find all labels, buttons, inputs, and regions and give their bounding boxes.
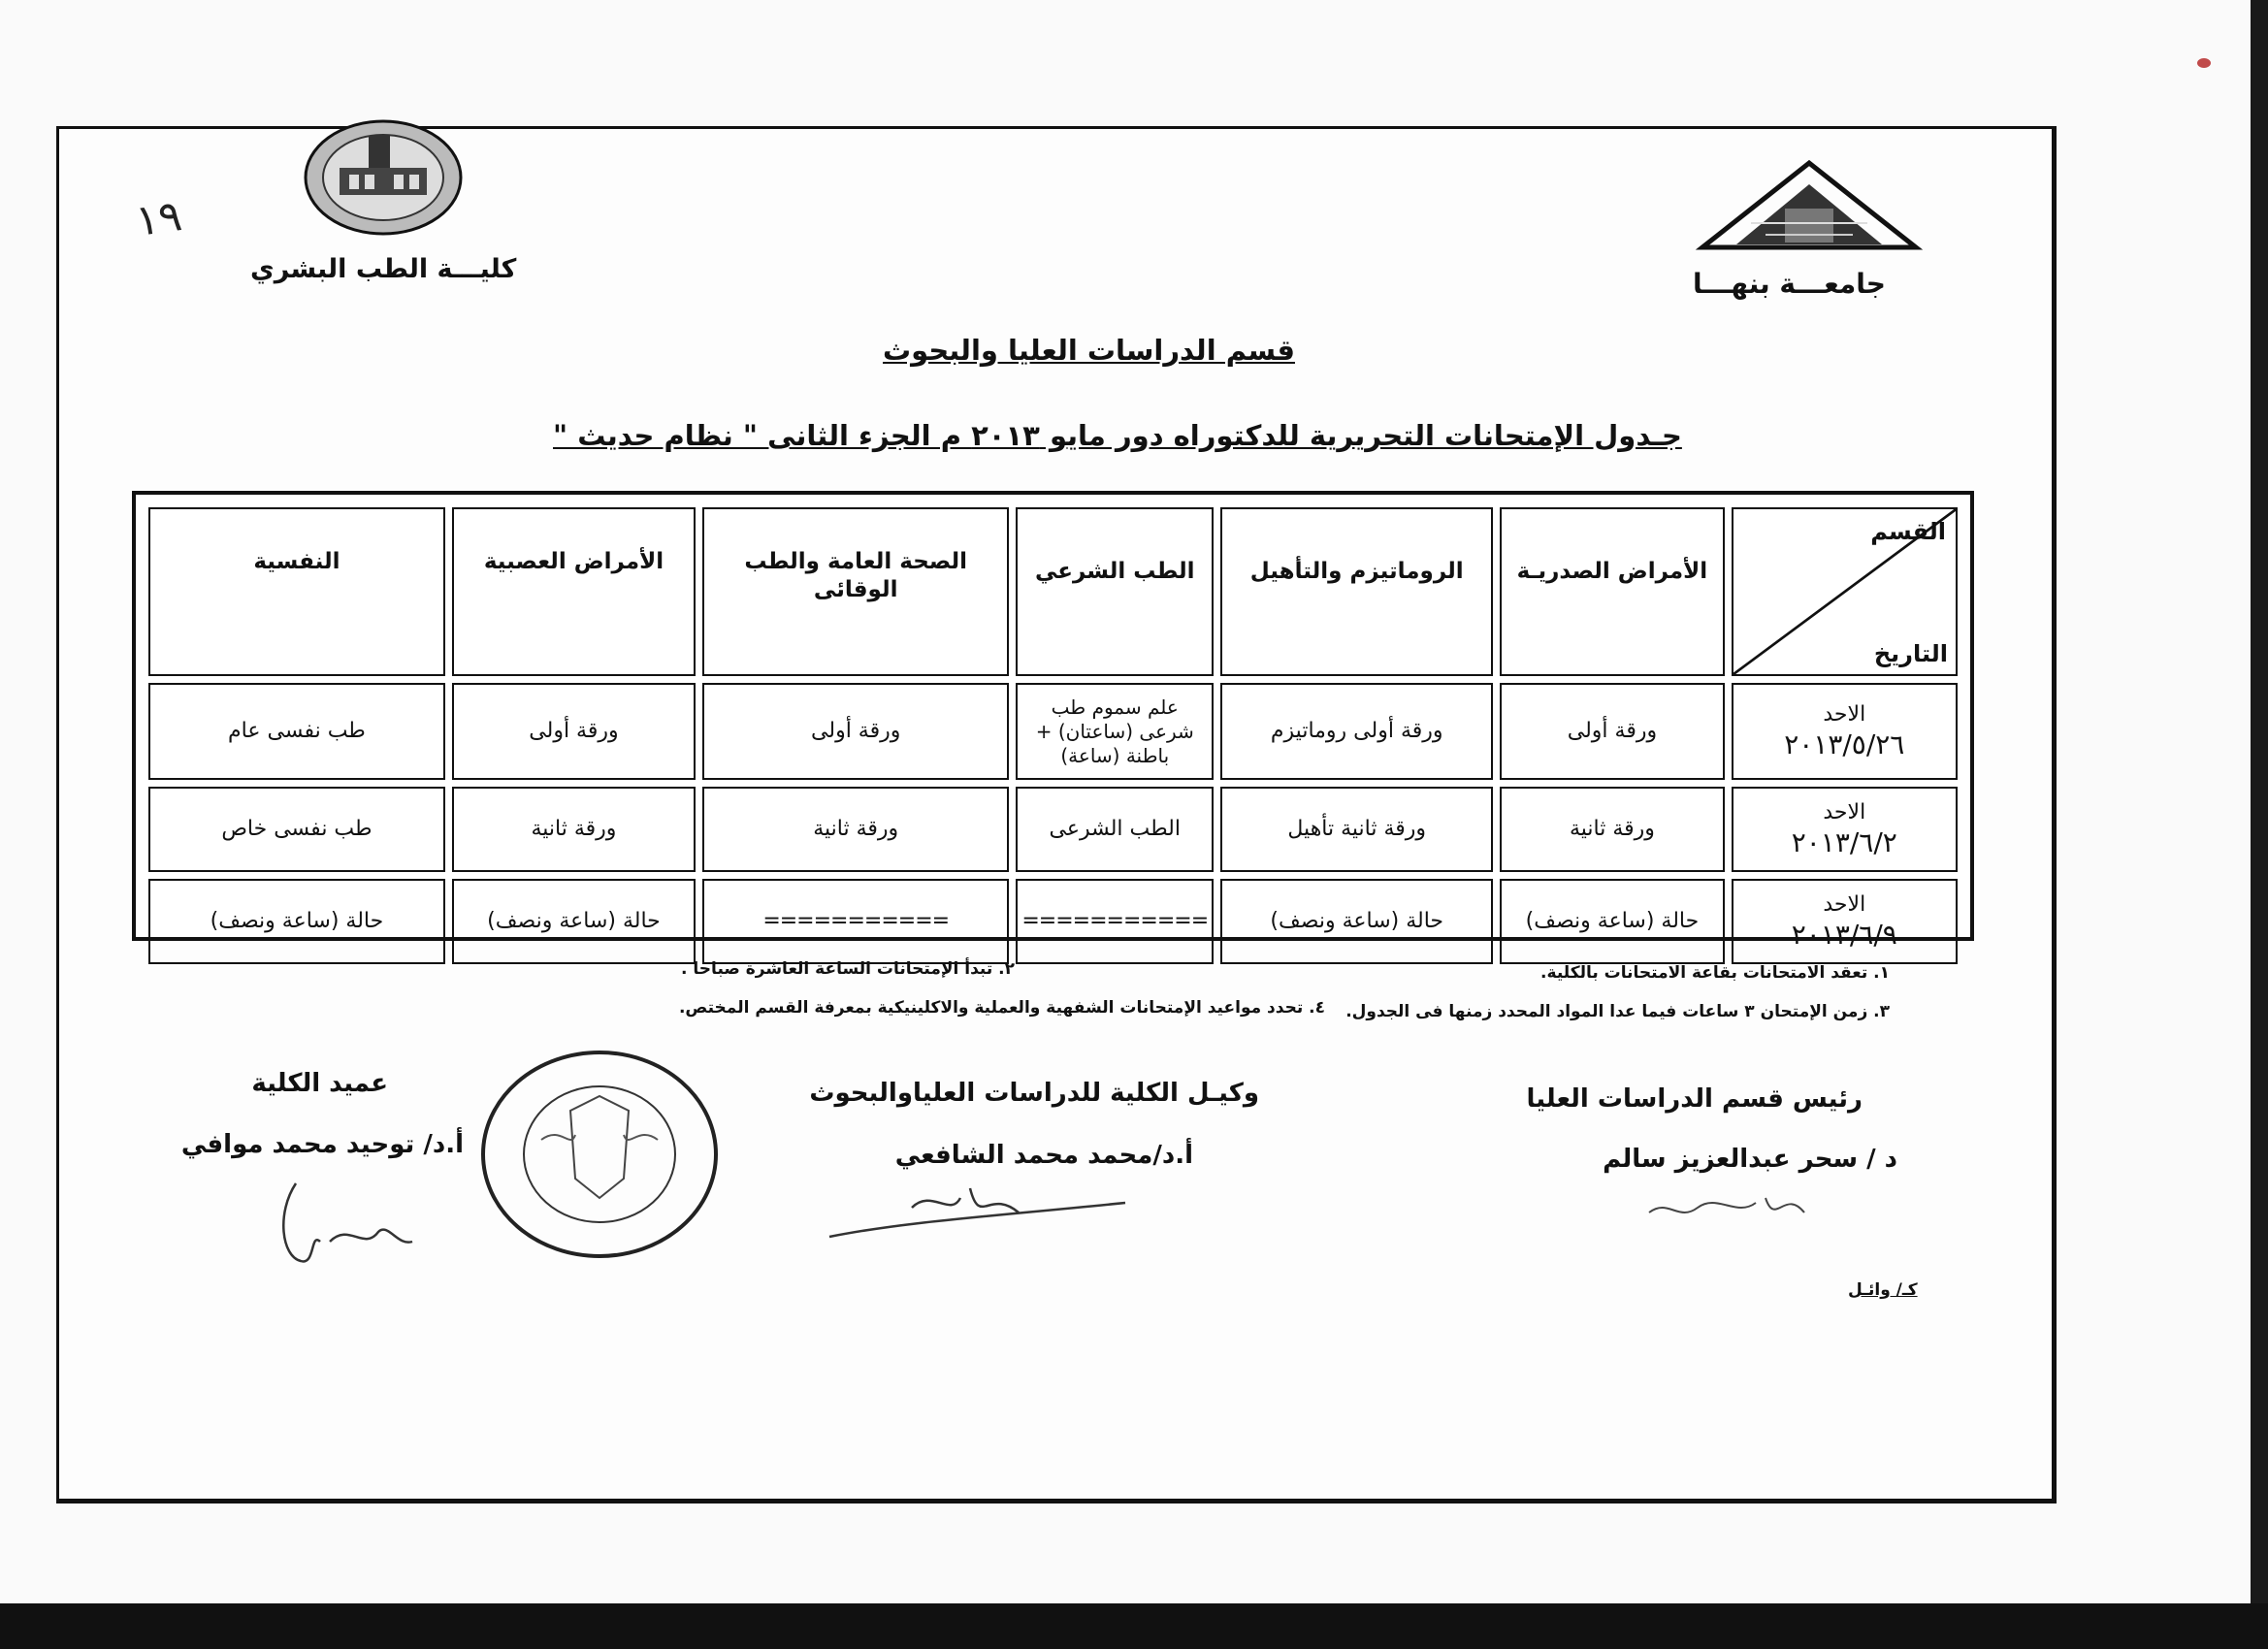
note-4: ٤. تحدد مواعيد الإمتحانات الشفهية والعملية والاكلينيكية بمعرفة القسم المختص. — [678, 998, 1325, 1018]
table-cell: ورقة أولى — [1500, 683, 1724, 780]
day-label: الاحد — [1823, 891, 1866, 917]
head-of-postgraduate-name: د / سحر عبدالعزيز سالم — [1603, 1145, 1897, 1174]
day-label: الاحد — [1823, 701, 1866, 727]
table-cell: حالة (ساعة ونصف) — [148, 879, 445, 964]
table-header-row — [148, 507, 1958, 676]
faculty-name: كليـــة الطب البشري — [250, 254, 517, 284]
table-cell: ورقة أولى — [452, 683, 696, 780]
exam-schedule-table — [132, 491, 1974, 952]
date-cell — [1732, 879, 1958, 964]
corner-header-cell — [1732, 507, 1958, 676]
table-cell-empty: =========== — [1016, 879, 1214, 964]
page-number: ١٩ — [132, 190, 185, 247]
note-3: ٣. زمن الإمتحان ٣ ساعات فيما عدا المواد المحدد زمنها فى الجدول. — [1345, 1002, 1890, 1021]
column-header: النفسية — [148, 507, 445, 676]
note-2: ٢. تبدأ الإمتحانات الساعة العاشرة صباحا . — [681, 959, 1015, 979]
scan-speck — [2197, 58, 2211, 68]
corner-date-label: التاريخ — [1873, 640, 1948, 667]
table-cell: ورقة ثانية تأهيل — [1220, 787, 1493, 872]
clerk-initials: كـ/ وائـل — [1848, 1280, 1918, 1300]
date-value: ٢٠١٣/٦/٩ — [1791, 919, 1897, 952]
table-row — [148, 787, 1958, 872]
faculty-seal-stamp — [473, 1043, 726, 1266]
date-value: ٢٠١٣/٦/٢ — [1791, 826, 1897, 859]
column-header: الأمراض العصبية — [452, 507, 696, 676]
table-row — [148, 683, 1958, 780]
note-1: ١. تعقد الامتحانات بقاعة الامتحانات بالكلية. — [1540, 963, 1890, 983]
date-cell — [1732, 787, 1958, 872]
column-header: الصحة العامة والطب الوقائى — [702, 507, 1009, 676]
table-cell: ورقة ثانية — [1500, 787, 1724, 872]
date-cell — [1732, 683, 1958, 780]
dean-name: أ.د/ توحيد محمد موافي — [180, 1130, 464, 1159]
dean-signature — [272, 1174, 417, 1280]
department-title: قسم الدراسات العليا والبحوث — [883, 334, 1295, 367]
faculty-of-medicine-logo — [301, 114, 466, 241]
table-cell: ورقة أولى — [702, 683, 1009, 780]
vice-dean-name: أ.د/محمد محمد الشافعي — [894, 1141, 1193, 1170]
head-signature — [1639, 1179, 1833, 1237]
corner-department-label: القسم — [1870, 518, 1946, 545]
vice-dean-title: وكيـل الكلية للدراسات العلياوالبحوث — [809, 1079, 1259, 1108]
column-header: الروماتيزم والتأهيل — [1220, 507, 1493, 676]
table-cell: حالة (ساعة ونصف) — [452, 879, 696, 964]
table-cell: طب نفسى عام — [148, 683, 445, 780]
scan-edge-right — [2251, 0, 2268, 1603]
table-cell: علم سموم طب شرعى (ساعتان) + باطنة (ساعة) — [1016, 683, 1214, 780]
column-header: الأمراض الصدريـة — [1500, 507, 1724, 676]
dean-title: عميد الكلية — [251, 1069, 388, 1098]
table-cell: ورقة ثانية — [702, 787, 1009, 872]
scan-edge-bottom — [0, 1603, 2268, 1649]
day-label: الاحد — [1823, 799, 1866, 824]
column-header: الطب الشرعي — [1016, 507, 1214, 676]
table-cell: طب نفسى خاص — [148, 787, 445, 872]
table-cell: ورقة أولى روماتيزم — [1220, 683, 1493, 780]
table-cell: ورقة ثانية — [452, 787, 696, 872]
benha-university-logo — [1693, 155, 1926, 262]
date-value: ٢٠١٣/٥/٢٦ — [1784, 728, 1905, 761]
table-cell: الطب الشرعى — [1016, 787, 1214, 872]
table-cell: حالة (ساعة ونصف) — [1500, 879, 1724, 964]
schedule-title: جـدول الإمتحانات التحريرية للدكتوراه دور مايو ٢٠١٣ م الجزء الثانى " نظام حديث " — [553, 419, 1682, 452]
table-cell-empty: =========== — [702, 879, 1009, 964]
table-cell: حالة (ساعة ونصف) — [1220, 879, 1493, 964]
vice-dean-signature — [825, 1169, 1135, 1246]
head-of-postgraduate-title: رئيس قسم الدراسات العليا — [1526, 1084, 1863, 1114]
table-row — [148, 879, 1958, 964]
university-name: جامعـــة بنهـــا — [1693, 268, 1886, 300]
